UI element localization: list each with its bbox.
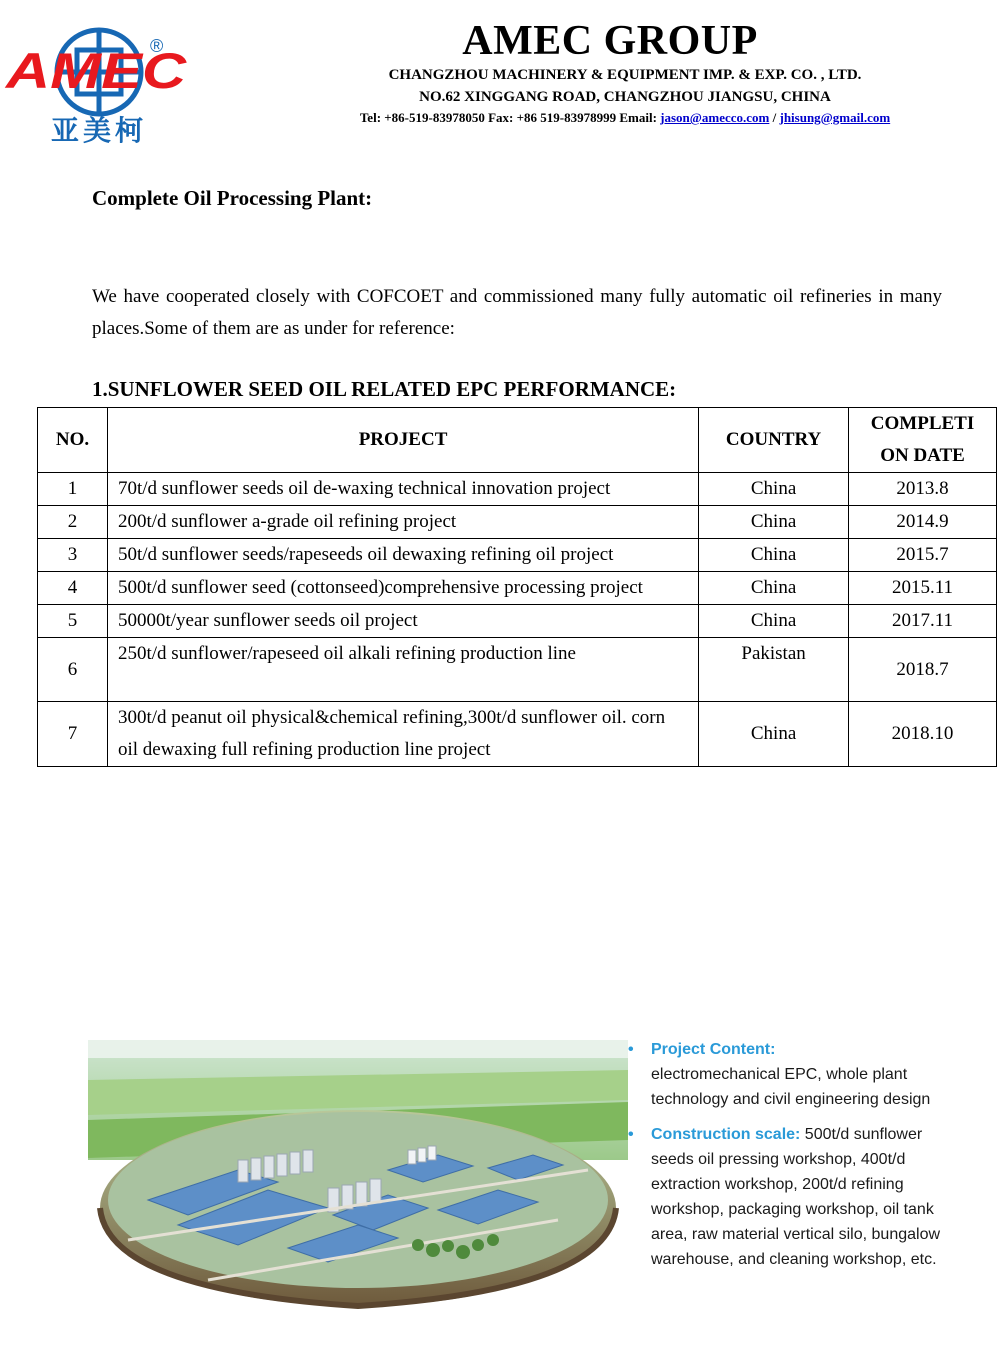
- intro-paragraph: We have cooperated closely with COFCOET and commissioned many fully automatic oil refineries in many places.Some of them are as under for reference:: [92, 286, 942, 339]
- bullet-label: Construction scale:: [651, 1126, 801, 1143]
- row-country: China: [699, 605, 849, 638]
- section-title: Complete Oil Processing Plant:: [92, 186, 373, 210]
- row-country: China: [699, 473, 849, 506]
- logo-wordmark: AMEC: [4, 43, 188, 99]
- logo-registered-mark: ®: [150, 36, 164, 56]
- row-no: 3: [38, 539, 108, 572]
- bullet-text: 500t/d sunflower seeds oil pressing workshop, 400t/d extraction workshop, 200t/d refining workshop, packaging workshop, oil tank area, raw material vertical silo, bungalow warehouse, and cleaning workshop, etc.: [651, 1126, 941, 1268]
- header-date-line2: ON DATE: [880, 445, 965, 466]
- table-row: [38, 506, 997, 539]
- row-date: 2015.7: [849, 539, 997, 572]
- row-project: 250t/d sunflower/rapeseed oil alkali refining production line: [107, 638, 698, 702]
- header-no: NO.: [38, 408, 108, 473]
- row-date: 2013.8: [849, 473, 997, 506]
- row-project: 300t/d peanut oil physical&chemical refining,300t/d sunflower oil. corn oil dewaxing full refining production line project: [107, 702, 698, 767]
- table-row: [38, 638, 997, 702]
- table-header-row: [38, 408, 997, 473]
- contact-line: [200, 110, 1000, 126]
- header-completion-date: [849, 408, 997, 473]
- contact-phone-fax: Tel: +86-519-83978050 Fax: +86 519-83978999 Email:: [359, 110, 661, 125]
- company-name: CHANGZHOU MACHINERY & EQUIPMENT IMP. & EXP. CO. , LTD.: [388, 67, 862, 83]
- logo-chinese-name: 亚美柯: [50, 114, 148, 147]
- email-link-jhisung[interactable]: jhisung@gmail.com: [779, 110, 891, 125]
- row-no: 1: [38, 473, 108, 506]
- company-group-title: AMEC GROUP: [462, 18, 758, 64]
- row-date: 2014.9: [849, 506, 997, 539]
- amec-logo: [4, 20, 190, 148]
- row-no: 2: [38, 506, 108, 539]
- row-country: China: [699, 539, 849, 572]
- row-date: 2017.11: [849, 605, 997, 638]
- row-date: 2015.11: [849, 572, 997, 605]
- row-project: 70t/d sunflower seeds oil de-waxing technical innovation project: [107, 473, 698, 506]
- bullet-text: electromechanical EPC, whole plant technology and civil engineering design: [651, 1066, 931, 1108]
- list-item-construction-scale: [628, 1122, 948, 1272]
- row-project: 50t/d sunflower seeds/rapeseeds oil dewaxing refining oil project: [107, 539, 698, 572]
- row-project: 50000t/year sunflower seeds oil project: [107, 605, 698, 638]
- bullet-dot: •: [628, 1126, 634, 1143]
- header-country: COUNTRY: [699, 408, 849, 473]
- table-heading: 1.SUNFLOWER SEED OIL RELATED EPC PERFORMANCE:: [92, 377, 677, 401]
- row-country: China: [699, 506, 849, 539]
- bullet-dot: •: [628, 1041, 634, 1058]
- header-date-line1: COMPLETI: [870, 413, 975, 434]
- row-no: 4: [38, 572, 108, 605]
- row-no: 6: [38, 638, 108, 702]
- table-row: [38, 702, 997, 767]
- row-country: China: [699, 572, 849, 605]
- row-date: 2018.7: [849, 638, 997, 702]
- table-row: [38, 539, 997, 572]
- row-no: 7: [38, 702, 108, 767]
- row-project: 200t/d sunflower a-grade oil refining project: [107, 506, 698, 539]
- table-row: [38, 605, 997, 638]
- row-country: China: [699, 702, 849, 767]
- epc-performance-table: [37, 407, 997, 767]
- header-project: PROJECT: [107, 408, 698, 473]
- oil-plant-aerial-illustration: [88, 1040, 628, 1365]
- row-date: 2018.10: [849, 702, 997, 767]
- row-country: Pakistan: [699, 638, 849, 702]
- email-link-jason[interactable]: jason@amecco.com: [660, 110, 770, 125]
- email-separator: /: [769, 110, 780, 125]
- row-no: 5: [38, 605, 108, 638]
- table-row: [38, 473, 997, 506]
- bullet-label: Project Content:: [651, 1041, 776, 1058]
- table-row: [38, 572, 997, 605]
- project-info-list: [628, 1037, 948, 1282]
- company-address: NO.62 XINGGANG ROAD, CHANGZHOU JIANGSU, CHINA: [419, 89, 831, 105]
- row-project: 500t/d sunflower seed (cottonseed)comprehensive processing project: [107, 572, 698, 605]
- list-item-project-content: [628, 1037, 948, 1112]
